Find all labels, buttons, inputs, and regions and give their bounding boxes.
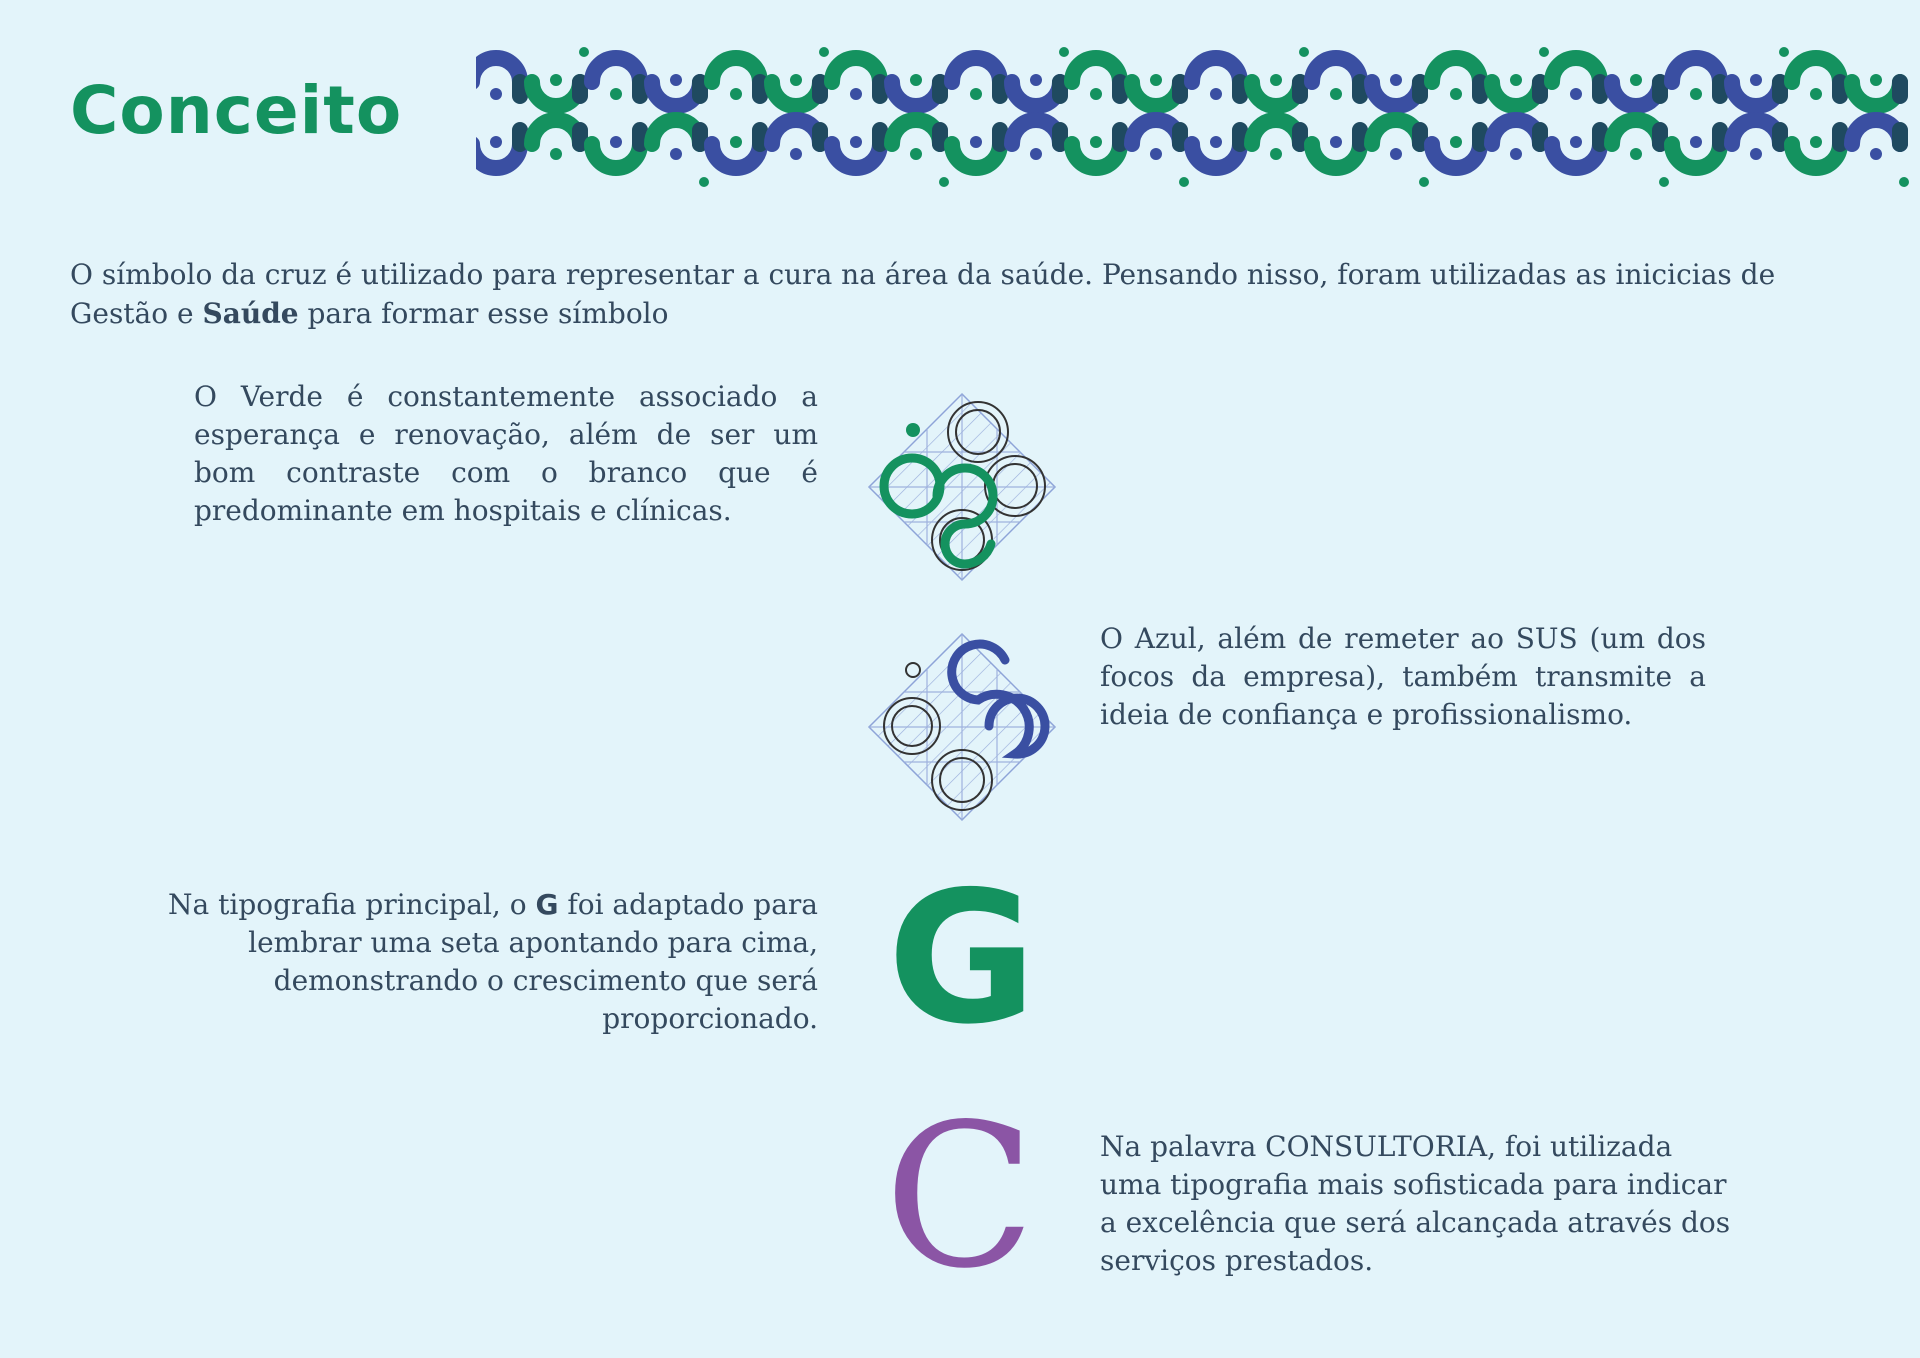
- big-g-letter: G: [887, 852, 1037, 1064]
- green-color-text: O Verde é constantemente associado a esperança e renovação, além de ser um bom contraste com o branco que é predominante em hospitais e clínicas.: [194, 380, 818, 527]
- serif-typography-text: Na palavra CONSULTORIA, foi utilizada uma tipografia mais sofisticada para indicar a excelência que será alcançada através dos serviços prestados.: [1100, 1130, 1731, 1277]
- green-symbol-grid: [865, 390, 1060, 585]
- big-c-letter: C: [884, 1081, 1036, 1312]
- intro-bold-word: Saúde: [202, 297, 299, 330]
- blue-symbol-grid: [865, 630, 1060, 825]
- logo-pattern-border: [476, 40, 1920, 190]
- inline-g-letter: G: [535, 888, 559, 921]
- typography-text: Na tipografia principal, o G foi adaptado para lembrar uma seta apontando para cima, demonstrando o crescimento que será proporcionado.: [168, 888, 818, 1035]
- page-title: Conceito: [70, 72, 403, 149]
- blue-color-text: O Azul, além de remeter ao SUS (um dos focos da empresa), também transmite a ideia de confiança e profissionalismo.: [1100, 622, 1706, 731]
- intro-paragraph: O símbolo da cruz é utilizado para representar a cura na área da saúde. Pensando nisso, foram utilizadas as inicicias de Gestão e Saúde para formar esse símbolo: [70, 258, 1776, 330]
